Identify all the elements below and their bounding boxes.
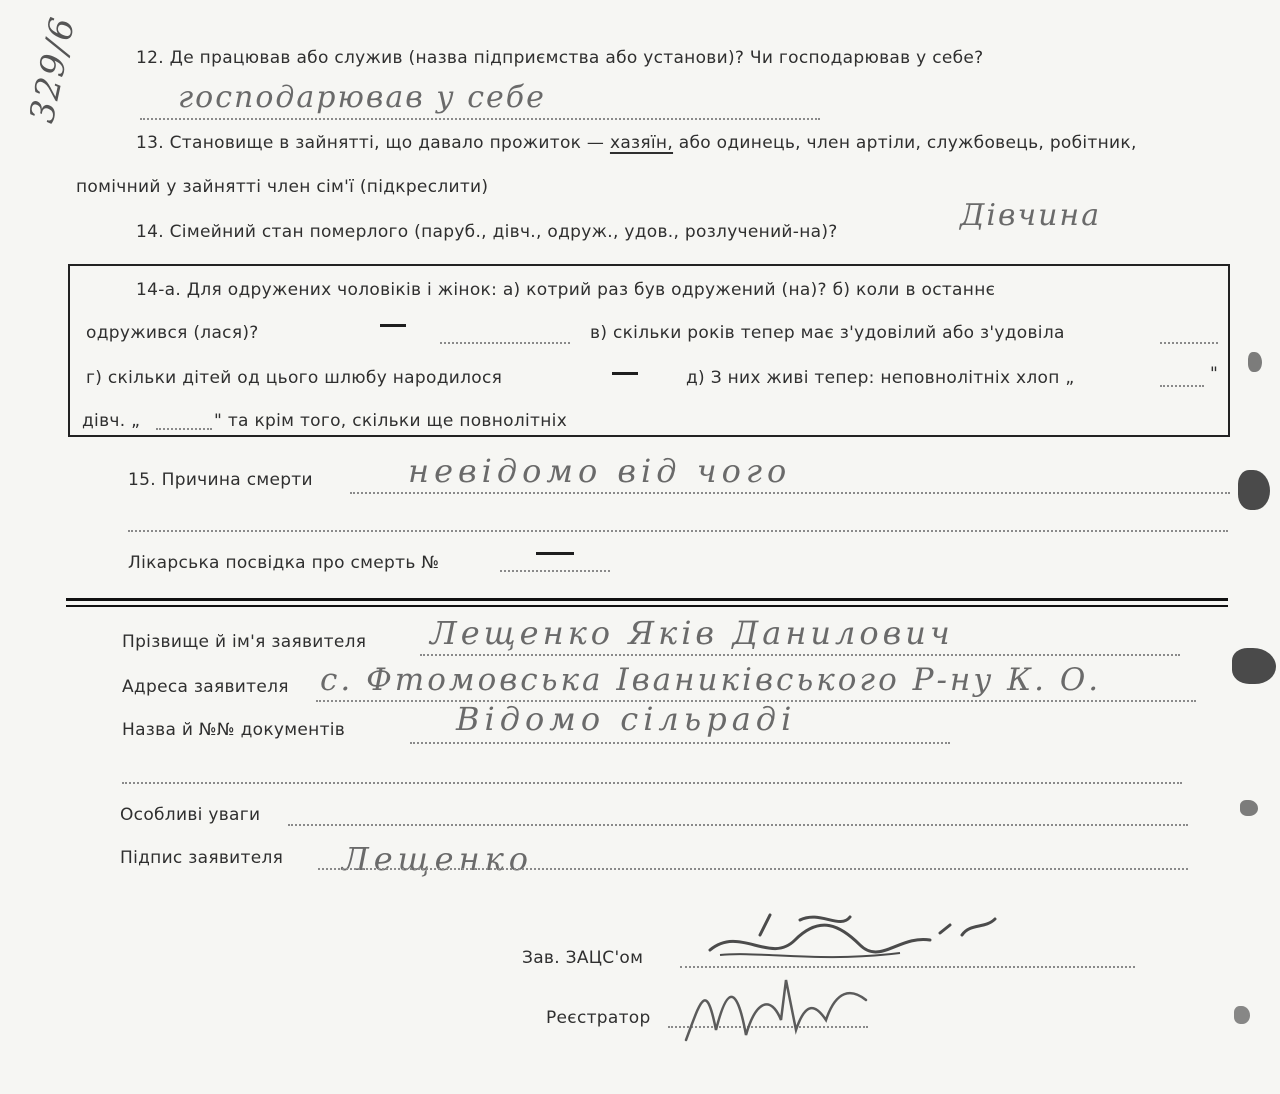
ink-blot-right-4 [1240,800,1258,816]
q13-line2: помічний у зайнятті член сім'ї (підкреслити) [76,177,489,197]
applicant-signature-value: Лещенко [342,840,534,878]
ink-blot-right-5 [1234,1006,1250,1024]
applicant-name-line [420,654,1180,656]
q14a-line4a: дівч. „ [82,411,141,431]
applicant-name-label: Прізвище й ім'я заявителя [122,632,367,652]
applicant-docs-line-2 [122,782,1182,784]
q14-label: 14. Сімейний стан померлого (паруб., дівч., одруж., удов., розлучений-на)? [136,222,838,242]
applicant-name-value: Лещенко Яків Данилович [430,614,954,652]
section-separator-top [66,598,1228,601]
applicant-docs-value: Відомо сільраді [456,700,797,738]
q14a-line3c: " [1210,364,1219,384]
q13-suffix: або одинець, член артіли, службовець, робітник, [678,133,1137,153]
q15-answer: невідомо від чого [408,452,792,490]
applicant-docs-line [410,742,950,744]
head-zags-label: Зав. ЗАЦС'ом [522,948,644,968]
q12-answer-line [140,118,820,120]
q15-answer-line [350,492,1230,494]
medical-certificate-line [500,570,610,572]
q12-answer: господарював у себе [178,80,546,115]
q14a-line2-end-dots [1160,342,1218,344]
q14a-line1: 14-а. Для одружених чоловіків і жінок: а) котрий раз був одружений (на)? б) коли в останнє [136,280,996,300]
ink-blot-right-2 [1232,648,1276,684]
applicant-docs-label: Назва й №№ документів [122,720,346,740]
applicant-signature-label: Підпис заявителя [120,848,284,868]
ink-blot-right-1 [1238,470,1270,510]
q14a-line2b: в) скільки років тепер має з'удовілий або з'удовіла [590,323,1065,343]
q13-underlined-choice: хазяїн, [609,133,674,153]
corner-number: 329/6 [22,12,84,127]
registrar-signature-scribble [676,960,896,1060]
q14a-line2a: одружився (лася)? [86,323,259,343]
q14a-line3-dots [1160,385,1204,387]
q14a-dash-1 [380,324,406,327]
q14a-line4b: " та крім того, скільки ще повнолітніх [214,411,568,431]
applicant-address-value: с. Фтомовська Іваниківського Р-ну К. О. [320,662,1102,698]
medical-certificate-dash [536,552,574,555]
medical-certificate-label: Лікарська посвідка про смерть № [128,553,440,573]
q14a-line2-dots [440,342,570,344]
q14-answer: Дівчина [960,198,1102,233]
applicant-signature-line [318,868,1188,870]
q14a-line3b: д) З них живі тепер: неповнолітніх хлоп „ [686,368,1075,388]
q12-label: 12. Де працював або служив (назва підприємства або установи)? Чи господарював у себе? [136,48,984,68]
section-separator-bottom [66,605,1228,607]
q14a-line3a: г) скільки дітей од цього шлюбу народилося [86,368,503,388]
q14a-dash-2 [612,372,638,375]
ink-blot-right-3 [1248,352,1262,372]
applicant-notes-line [288,824,1188,826]
applicant-address-label: Адреса заявителя [122,677,289,697]
q13-line1 [136,133,1137,153]
q14a-line4-dots [156,428,212,430]
q15-label: 15. Причина смерти [128,470,313,490]
applicant-notes-label: Особливі уваги [120,805,261,825]
registrar-label: Реєстратор [546,1008,651,1028]
q13-prefix: 13. Становище в зайнятті, що давало прожиток — [136,133,605,153]
q15-second-line [128,530,1228,532]
